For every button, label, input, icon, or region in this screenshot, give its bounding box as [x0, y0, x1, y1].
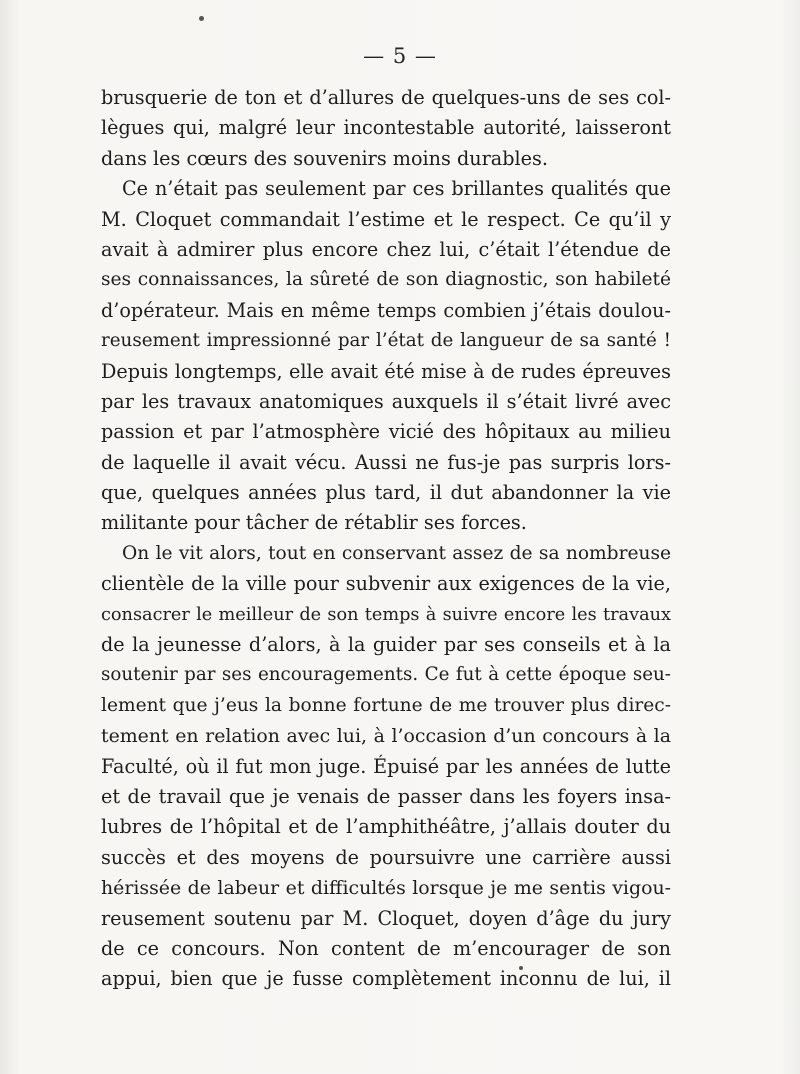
text-line: brusquerie de ton et d’allures de quelques-uns de ses col- [101, 86, 671, 109]
text-line: de ce concours. Non content de m’encourager de son [101, 936, 671, 960]
text-line: ses connaissances, la sûreté de son diagnostic, son habileté [101, 269, 671, 291]
text-line: lubres de l’hôpital et de l’amphithéâtre, j’allais douter du [101, 815, 671, 839]
text-line: lègues qui, malgré leur incontestable autorité, laisseront [101, 116, 671, 140]
text-line: d’opérateur. Mais en même temps combien j’étais doulou- [101, 298, 671, 322]
text-line: et de travail que je venais de passer dans les foyers insa- [101, 784, 671, 808]
text-line: par les travaux anatomiques auxquels il s’était livré avec [101, 389, 671, 413]
text-line: militante pour tâcher de rétablir ses forces. [101, 511, 527, 535]
text-line: lement que j’eus la bonne fortune de me trouver plus direc- [101, 694, 671, 716]
text-line: reusement impressionné par l’état de langueur de sa santé ! [101, 330, 671, 352]
page-number: — 5 — [363, 44, 437, 68]
text-line: de laquelle il avait vécu. Aussi ne fus-je pas surpris lors- [101, 450, 671, 474]
ink-speck [199, 16, 204, 21]
text-line: appui, bien que je fusse complètement inconnu de lui, il [101, 967, 671, 991]
text-line: reusement soutenu par M. Cloquet, doyen d’âge du jury [101, 906, 671, 930]
text-line: passion et par l’atmosphère vicié des hôpitaux au milieu [101, 420, 671, 444]
text-line: avait à admirer plus encore chez lui, c’était l’étendue de [101, 237, 671, 261]
text-line: M. Cloquet commandait l’estime et le respect. Ce qu’il y [101, 207, 671, 231]
text-line: dans les cœurs des souvenirs moins durables. [101, 146, 548, 170]
text-line: Faculté, où il fut mon juge. Épuisé par les années de lutte [101, 754, 671, 778]
text-line: consacrer le meilleur de son temps à suivre encore les travaux [101, 604, 671, 625]
text-line: Ce n’était pas seulement par ces brillantes qualités que [122, 177, 671, 201]
text-line: soutenir par ses encouragements. Ce fut à cette époque seu- [101, 664, 671, 686]
body-text [101, 83, 671, 995]
text-line: On le vit alors, tout en conservant assez de sa nombreuse [122, 542, 671, 564]
text-line: tement en relation avec lui, à l’occasion d’un concours à la [101, 725, 671, 748]
text-line: de la jeunesse d’alors, à la guider par ses conseils et à la [101, 633, 671, 657]
text-line: clientèle de la ville pour subvenir aux exigences de la vie, [101, 572, 671, 596]
text-line: succès et des moyens de poursuivre une carrière aussi [101, 845, 671, 869]
text-line: que, quelques années plus tard, il dut abandonner la vie [101, 481, 671, 505]
text-line: Depuis longtemps, elle avait été mise à de rudes épreuves [101, 359, 671, 383]
text-line: hérissée de labeur et difficultés lorsque je me sentis vigou- [101, 877, 671, 900]
